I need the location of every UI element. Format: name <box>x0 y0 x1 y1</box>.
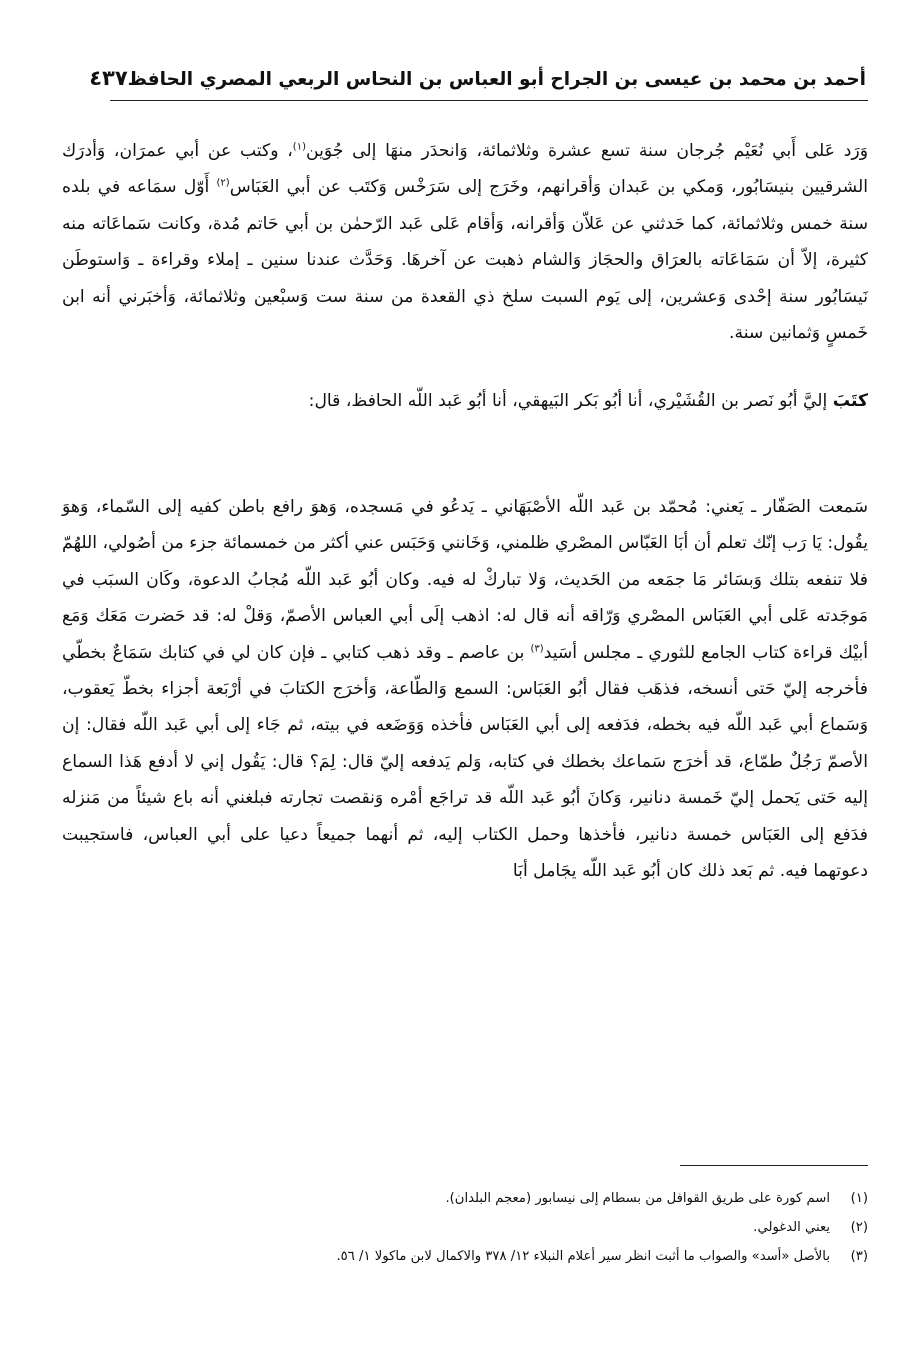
footnote-ref-1: (١) <box>292 141 306 153</box>
paragraph-3 <box>62 489 868 889</box>
paragraph-2 <box>62 383 868 463</box>
footnote-item <box>110 1242 868 1271</box>
footnote-number: (٢) <box>850 1220 868 1235</box>
footnote-text: يعني الدغولي. <box>753 1220 830 1235</box>
paragraph-1 <box>62 133 868 373</box>
paragraph-1-text-c: أَوّل سمَاعه في بلده سنة خمس وثلاثمائة، كما حَدثني عن عَلاّن وَأقرانه، وَأقام عَلى عَبد الرّحمٰن بن أبي حَاتم مُدة، وكانت سَماعَاته منه كثيرة، إلاّ أن سَمَاعَاته بالعرَاق والحجَاز وَالشام ذهبت عن آخرهَا. وَحَدَّث عندنا سنين ـ إملاء وقراءة ـ وَاستوطَن نَيسَابُور سنة إحْدى وَعشرين، إلى يَوم السبت سلخ ذي القعدة من سنة ست وَسبْعين وثلاثمائة، وَأخبَرني أنه ابن خَمسٍ وَثمانين سنة. <box>62 177 868 344</box>
paragraph-2-text: إليَّ أبُو نَصر بن القُشَيْري، أنا أبُو بَكر البَيهقي، أنا أبُو عَبد اللّه الحافظ، قال: <box>308 391 833 411</box>
main-text <box>62 133 868 889</box>
header-rule <box>110 100 868 101</box>
footnote-ref-2: (٢) <box>216 177 230 189</box>
paragraph-1-text-b: ، وكتب عن أبي عمرَان، وَأدرَك الشرقيين بنيسَابُور، وَمكي بن عَبدان وَأقرانهم، وخَرَج إلى سَرَخْس وَكتَب عن أبي العَبَاس <box>62 141 868 198</box>
footnote-separator <box>680 1165 868 1166</box>
paragraph-3-text-a: سَمعت الصَفّار ـ يَعني: مُحمّد بن عَبد اللّه الأصْبَهَاني ـ يَدعُو في مَسجده، وَهوَ رافع باطن كفيه إلى السّماء، وَهوَ يقُول: يَا رَب إنّك تعلم أن أبَا العَبّاس المصْري ظلمني، وَخَانني وَحَبَس عني أكثر من خمسمائة جزء من أصُولي، اللهُمّ فلا تنفعه بتلك وَبسَائر مَا جمَعه من الحَديث، وَلا تباركْ له فيه. وكان أبُو عَبد اللّه مُجابُ الدعوة، وكَان السبَب في مَوجَدته عَلى أبي العَبَاس المصْري وَرّاقه أنه قال له: اذهب إلَى أبي العباس الأصمّ، وَقلْ له: قد حَضرت مَعَك وَمَع أبيْك قراءة كتاب الجامع للثوري ـ مجلس أسَيد <box>62 497 869 663</box>
footnote-ref-3: (٣) <box>530 642 544 654</box>
footnotes <box>110 1184 868 1271</box>
footnote-item <box>110 1184 868 1213</box>
footnote-number: (١) <box>850 1191 868 1206</box>
paragraph-3-text-b: بن عاصم ـ وقد ذهب كتابي ـ فإن كان لي في كتابك سَمَاعٌ بخطّي فأخرجه إليّ حَتى أنسخه، فذهَب فقال أبُو العَبَاس: السمع وَالطّاعة، وَأخرَج الكتابَ في أرْبَعة أجزاء بخطّ يَعقوب، وَسَماع أبي عَبد اللّه فيه بخطه، فدَفعه إلى أبي العَبَاس فأخذه وَوَضَعه في بيته، ثم جَاء إلى أبي عَبد اللّه فقال: إن الأصمّ رَجُلٌ طمّاع، قد أخرَج سَماعك بخطك في كتابه، وَلم يَدفعه إليّ قال: لِمَ؟ قال: يَقُول إني لا أدفع هَذا السماع إليه حَتى يَحمل إليّ خَمسة دنانير، وَكانَ أبُو عَبد اللّه قد تراجَع أمْره وَنقصت تجارته فبلغني أنه باع شيئاً من مَنزله فدَفع إلى العَبَاس خمسة دنانير، فأخذها وحمل الكتاب إليه، ثم أنهما جميعاً دعيا على أبي العباس، فاستجيبت دعوتهما فيه. ثم بَعد ذلك كان أبُو عَبد اللّه يجَامل أبَا <box>62 642 868 882</box>
paragraph-1-text-a: وَرَد عَلى أَبي نُعَيْم جُرجان سنة تسع عشرة وثلاثمائة، وَانحدَر منهَا إلى جُوَين <box>305 141 868 161</box>
footnote-number: (٣) <box>850 1249 868 1264</box>
running-title: أحمد بن محمد بن عيسى بن الجراح أبو العباس بن النحاس الربعي المصري الحافظ <box>127 69 866 90</box>
page-header <box>89 66 866 96</box>
footnote-text: اسم كورة على طريق القوافل من بسطام إلى نيسابور (معجم البلدان). <box>445 1191 830 1206</box>
paragraph-2-lead-word: كتَبَ <box>832 391 868 411</box>
footnote-item <box>110 1213 868 1242</box>
footnote-text: بالأصل «أسد» والصواب ما أثبت انظر سير أعلام النبلاء ١٢/ ٣٧٨ والاكمال لابن ماكولا ١/ ٥٦. <box>336 1249 830 1264</box>
page-number: ٤٣٧ <box>89 66 128 90</box>
